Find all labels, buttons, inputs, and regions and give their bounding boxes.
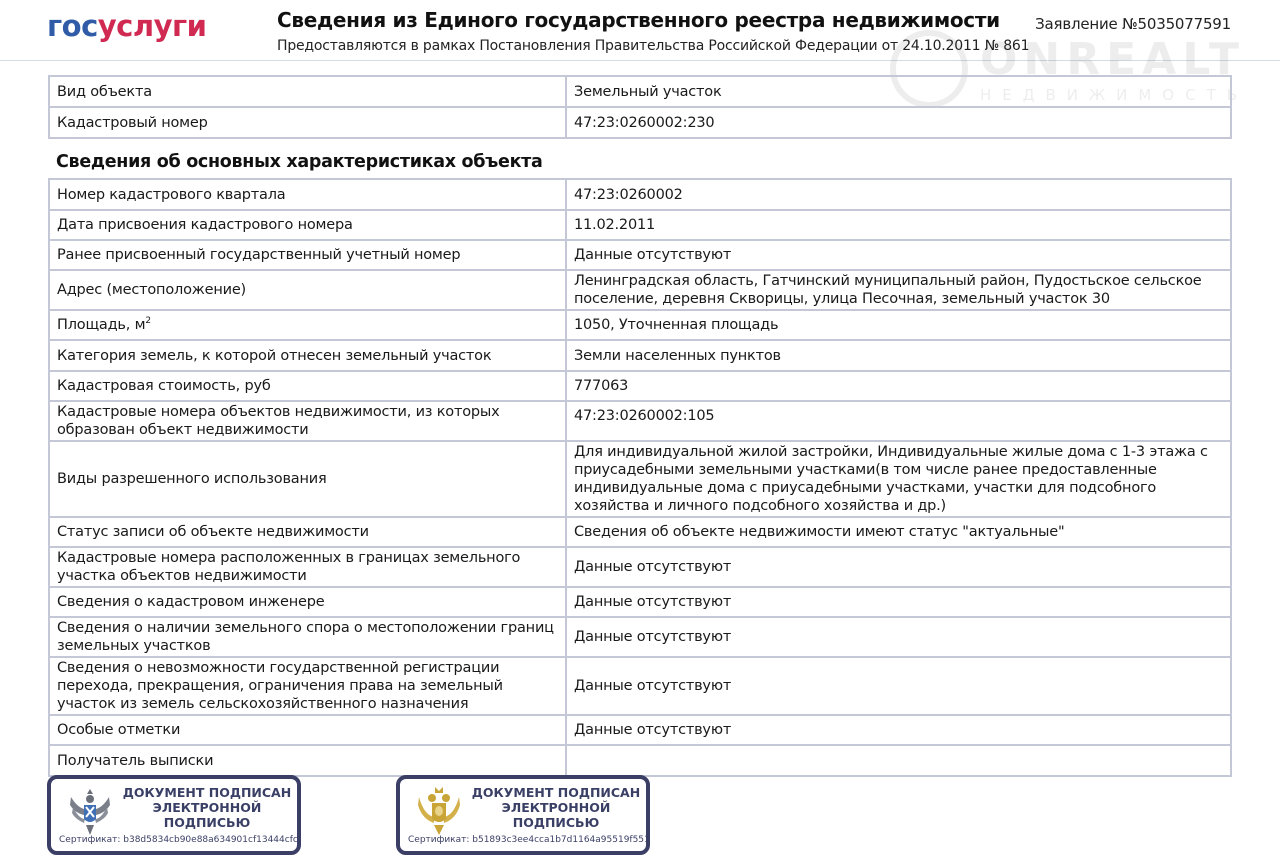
row-label: Кадастровая стоимость, руб [49, 371, 566, 401]
row-label: Площадь, $м^2$ [49, 310, 566, 340]
row-value: Данные отсутствуют [566, 715, 1231, 745]
row-label: Кадастровые номера расположенных в границах земельного участка объектов недвижимости [49, 547, 566, 587]
table-row [49, 240, 1231, 270]
section-title: Сведения об основных характеристиках объекта [56, 152, 543, 172]
certificate-id: Сертификат: b38d5834cb90e88a634901cf13444cfc [59, 835, 298, 845]
gosuslugi-logo: госуслуги [47, 9, 207, 43]
table-row [49, 401, 1231, 441]
row-label: Особые отметки [49, 715, 566, 745]
row-label: Получатель выписки [49, 745, 566, 776]
signature-text: ДОКУМЕНТ ПОДПИСАН ЭЛЕКТРОННОЙ ПОДПИСЬЮ [122, 785, 292, 830]
table-row [49, 107, 1231, 138]
table-row [49, 715, 1231, 745]
row-value: Для индивидуальной жилой застройки, Индивидуальные жилые дома с 1-3 этажа с приусадебными земельными участками(в том числе ранее предоставленные индивидуальные дома с приусадебными участками, участки для подсобного хозяйства и личного подсобного хозяйства и др.) [566, 441, 1231, 517]
row-value: 1050, Уточненная площадь [566, 310, 1231, 340]
row-value: Данные отсутствуют [566, 587, 1231, 617]
row-label: Сведения о наличии земельного спора о местоположении границ земельных участков [49, 617, 566, 657]
row-label: Дата присвоения кадастрового номера [49, 210, 566, 240]
row-label: Кадастровые номера объектов недвижимости, из которых образован объект недвижимости [49, 401, 566, 441]
row-value: 47:23:0260002 [566, 179, 1231, 210]
row-label: Виды разрешенного использования [49, 441, 566, 517]
table-row [49, 441, 1231, 517]
page-header [0, 0, 1280, 61]
signature-stamp-coat-of-arms [396, 775, 650, 855]
row-value: 11.02.2011 [566, 210, 1231, 240]
table-row [49, 210, 1231, 240]
row-value: Земельный участок [566, 76, 1231, 107]
row-label: Ранее присвоенный государственный учетный номер [49, 240, 566, 270]
row-label: Вид объекта [49, 76, 566, 107]
object-table [48, 75, 1232, 139]
table-row [49, 517, 1231, 547]
signature-stamp-rosreestr [47, 775, 301, 855]
certificate-id: Сертификат: b51893c3ee4cca1b7d1164a95519f551 [408, 835, 650, 845]
row-label: Сведения о невозможности государственной регистрации перехода, прекращения, ограничения права на земельный участок из земель сельскохозяйственного назначения [49, 657, 566, 715]
table-row [49, 617, 1231, 657]
characteristics-table [48, 178, 1232, 777]
document-title: Сведения из Единого государственного реестра недвижимости [277, 8, 1000, 32]
application-number: Заявление №5035077591 [1035, 15, 1231, 33]
table-row [49, 270, 1231, 310]
row-value: Сведения об объекте недвижимости имеют статус "актуальные" [566, 517, 1231, 547]
table-row [49, 547, 1231, 587]
table-row [49, 340, 1231, 371]
table-row [49, 745, 1231, 776]
row-label: Номер кадастрового квартала [49, 179, 566, 210]
row-label: Адрес (местоположение) [49, 270, 566, 310]
row-value: Ленинградская область, Гатчинский муниципальный район, Пудостьское сельское поселение, деревня Скворицы, улица Песочная, земельный участок 30 [566, 270, 1231, 310]
row-value [566, 745, 1231, 776]
table-row [49, 76, 1231, 107]
row-value: 47:23:0260002:105 [566, 401, 1231, 441]
row-label: Статус записи об объекте недвижимости [49, 517, 566, 547]
area-unit-superscript: 2 [145, 316, 151, 327]
table-row [49, 657, 1231, 715]
row-value: Данные отсутствуют [566, 617, 1231, 657]
row-value: Данные отсутствуют [566, 657, 1231, 715]
row-label: Кадастровый номер [49, 107, 566, 138]
table-row [49, 310, 1231, 340]
table-row [49, 587, 1231, 617]
row-value: 47:23:0260002:230 [566, 107, 1231, 138]
row-label: Сведения о кадастровом инженере [49, 587, 566, 617]
row-value: Земли населенных пунктов [566, 340, 1231, 371]
row-value: Данные отсутствуют [566, 547, 1231, 587]
table-row [49, 371, 1231, 401]
table-row [49, 179, 1231, 210]
row-label: Категория земель, к которой отнесен земельный участок [49, 340, 566, 371]
signature-text: ДОКУМЕНТ ПОДПИСАН ЭЛЕКТРОННОЙ ПОДПИСЬЮ [471, 785, 641, 830]
watermark: ONREALT НЕДВИЖИМОСТЬ [880, 22, 1240, 112]
russia-coat-of-arms-icon [416, 785, 462, 837]
document-subtitle: Предоставляются в рамках Постановления Правительства Российской Федерации от 24.10.2011 № 861 [277, 38, 1030, 54]
row-value: Данные отсутствуют [566, 240, 1231, 270]
row-value: 777063 [566, 371, 1231, 401]
rosreestr-eagle-icon [67, 785, 113, 837]
